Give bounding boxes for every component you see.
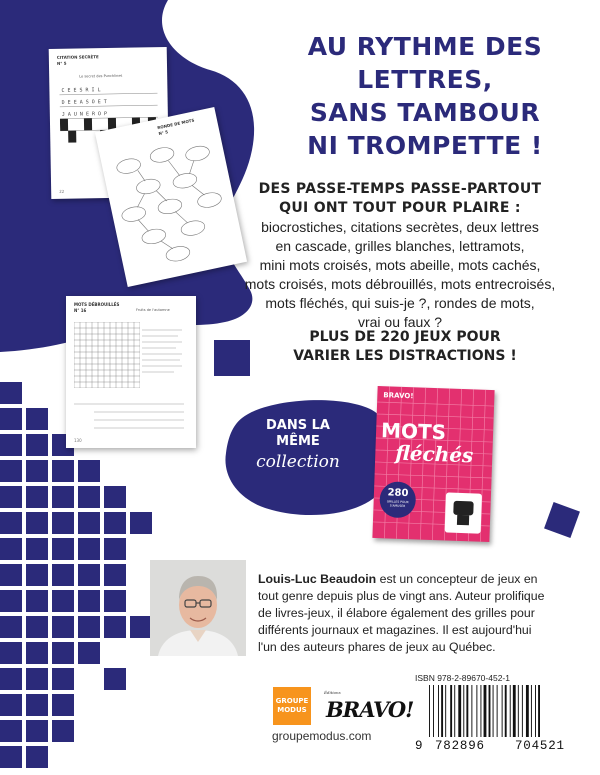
square (0, 512, 22, 534)
sample-page-number: N° 16 (74, 308, 87, 313)
website-link[interactable]: groupemodus.com (272, 729, 372, 743)
headline-line: NI TROMPETTE ! (307, 131, 543, 160)
answer-lines (74, 400, 188, 436)
plus-de-220-jeux (245, 328, 565, 366)
barcode-bar (480, 685, 481, 745)
barcode-bar (518, 685, 519, 745)
square (104, 616, 126, 638)
same-collection-line: DANS LA (266, 418, 330, 433)
square (26, 434, 48, 456)
sample-page-title: RONDE DE MOTS (156, 117, 195, 131)
square (52, 590, 74, 612)
square (0, 668, 22, 690)
square (26, 642, 48, 664)
square (0, 408, 22, 430)
game-list-line: vrai ou faux ? (357, 314, 443, 330)
barcode-bar (471, 685, 472, 745)
game-list-line: mots fléchés, qui suis-je ?, rondes de mots, (265, 295, 535, 311)
author-name: Louis-Luc Beaudoin (258, 572, 377, 586)
barcode-digits (415, 737, 591, 757)
square (78, 512, 100, 534)
square (104, 590, 126, 612)
square (104, 486, 126, 508)
barcode-bar (510, 685, 511, 745)
square (78, 642, 100, 664)
game-list-line: mini mots croisés, mots abeille, mots cachés, (259, 257, 541, 273)
modus-line: MODUS (277, 706, 307, 714)
square (26, 746, 48, 768)
square (52, 616, 74, 638)
square (104, 512, 126, 534)
sample-page-number: N° 5 (158, 129, 169, 137)
square (78, 486, 100, 508)
square (130, 616, 152, 638)
barcode-bar (497, 685, 498, 745)
same-collection-script: collection (256, 452, 340, 472)
square (26, 668, 48, 690)
isbn-label: ISBN 978-2-89670-452-1 (415, 673, 510, 683)
mots-fleches-book (372, 386, 494, 542)
square (0, 642, 22, 664)
square (52, 564, 74, 586)
square (26, 486, 48, 508)
intro-block (225, 180, 575, 332)
sample-page-folio: 130 (74, 438, 82, 443)
barcode-bar (502, 685, 503, 745)
square (52, 460, 74, 482)
barcode-bar (505, 685, 507, 745)
sample-page-folio: 22 (59, 188, 65, 194)
svg-text:D E E A S O E T: D E E A S O E T (61, 99, 107, 106)
headline-line: SANS TAMBOUR (309, 98, 541, 127)
sample-page-debrouilles (66, 296, 196, 448)
author-portrait (150, 560, 246, 656)
bravo-wordmark: BRAVO! (326, 697, 414, 722)
barcode-bar (463, 685, 464, 745)
headline (265, 30, 585, 162)
square (52, 538, 74, 560)
book-badge-number: 280 (387, 487, 409, 500)
square (0, 460, 22, 482)
barcode-bar (441, 685, 443, 745)
book-title-fleches: fléchés (394, 440, 474, 468)
square (0, 720, 22, 742)
square (26, 512, 48, 534)
barcode-bar (484, 685, 487, 745)
square (0, 590, 22, 612)
barcode-group-2: 704521 (515, 739, 565, 753)
square (0, 486, 22, 508)
game-list-line: en cascade, grilles blanches, lettramots, (275, 238, 525, 254)
square (0, 616, 22, 638)
barcode-bar (526, 685, 529, 745)
bravo-logo (318, 690, 414, 726)
square (78, 616, 100, 638)
square (52, 694, 74, 716)
book-publisher-logo: BRAVO! (383, 391, 414, 401)
sample-page-subtitle: Le secret des Punchlines (79, 73, 123, 79)
groupe-modus-logo (273, 687, 311, 725)
barcode-bar (466, 685, 468, 745)
author-bio-line: l'un des auteurs phares de jeux au Québec. (258, 640, 496, 654)
book-badge-text: GRILLES POUR S'AMUSER (386, 499, 409, 509)
square (26, 694, 48, 716)
square (26, 564, 48, 586)
square (26, 538, 48, 560)
barcode-bar (513, 685, 516, 745)
square (52, 668, 74, 690)
author-bio-first: est un concepteur de jeux en (376, 572, 538, 586)
barcode-bar (445, 685, 446, 745)
square (78, 538, 100, 560)
square (104, 668, 126, 690)
author-photo (150, 560, 246, 656)
square (104, 564, 126, 586)
square (0, 434, 22, 456)
square (52, 486, 74, 508)
square (0, 564, 22, 586)
square (104, 538, 126, 560)
bravo-editions: Éditions (324, 690, 341, 695)
author-bio-line (258, 571, 588, 588)
square (26, 590, 48, 612)
barcode-lead-digit: 9 (415, 739, 423, 753)
ronde-circles (106, 134, 239, 274)
barcode-bar (522, 685, 523, 745)
svg-text:C E E S R I L: C E E S R I L (61, 87, 101, 94)
svg-text:J A U N E R O P: J A U N E R O P (61, 111, 108, 118)
headline-line: LETTRES, (357, 65, 493, 94)
sample-page-subtitle: Fruits de l'automne (136, 308, 170, 312)
same-collection-text (238, 418, 358, 472)
word-list-lines (142, 326, 188, 386)
word-search-grid (74, 322, 140, 388)
square (544, 502, 580, 538)
square (0, 694, 22, 716)
square (52, 720, 74, 742)
game-list-line: mots croisés, mots débrouillés, mots entrecroisés, (244, 276, 556, 292)
game-list-line: biocrostiches, citations secrètes, deux lettres (261, 219, 539, 235)
author-bio-line: de livres-jeux, il élabore également des grilles pour (258, 606, 535, 620)
square (78, 460, 100, 482)
square (26, 720, 48, 742)
sample-page-number: N° 5 (56, 60, 67, 66)
sample-page-title: MOTS DÉBROUILLÉS (74, 302, 120, 307)
square (130, 512, 152, 534)
square (78, 564, 100, 586)
barcode-bar (476, 685, 477, 745)
barcode-bar (493, 685, 494, 745)
square (26, 616, 48, 638)
square (0, 746, 22, 768)
barcode-group-1: 782896 (435, 739, 485, 753)
plus-line: PLUS DE 220 JEUX POUR (309, 329, 501, 345)
game-list (225, 218, 575, 332)
plus-line: VARIER LES DISTRACTIONS ! (293, 348, 517, 364)
square (52, 512, 74, 534)
square (0, 382, 22, 404)
barcode-bar (531, 685, 532, 745)
square (0, 538, 22, 560)
author-bio (258, 571, 588, 656)
author-bio-line: différents journaux et magazines. Il est aujourd'hui (258, 623, 532, 637)
headline-line: AU RYTHME DES (307, 32, 543, 61)
square (78, 590, 100, 612)
barcode-bar (450, 685, 452, 745)
author-bio-line: tout genre depuis plus de vingt ans. Auteur prolifique (258, 589, 545, 603)
barcode-bar (438, 685, 439, 745)
intro-title (225, 180, 575, 218)
barcode-bar (454, 685, 455, 745)
barcode-bar (458, 685, 461, 745)
square (26, 460, 48, 482)
sample-page-title: CITATION SECRÈTE (56, 54, 99, 60)
book-title-mots: MOTS (380, 418, 447, 445)
intro-title-line: DES PASSE-TEMPS PASSE-PARTOUT (258, 181, 542, 197)
intro-title-line: QUI ONT TOUT POUR PLAIRE : (279, 200, 521, 216)
square (52, 642, 74, 664)
modus-line: GROUPE (275, 697, 309, 705)
same-collection-line: MÊME (276, 434, 320, 449)
square (26, 408, 48, 430)
